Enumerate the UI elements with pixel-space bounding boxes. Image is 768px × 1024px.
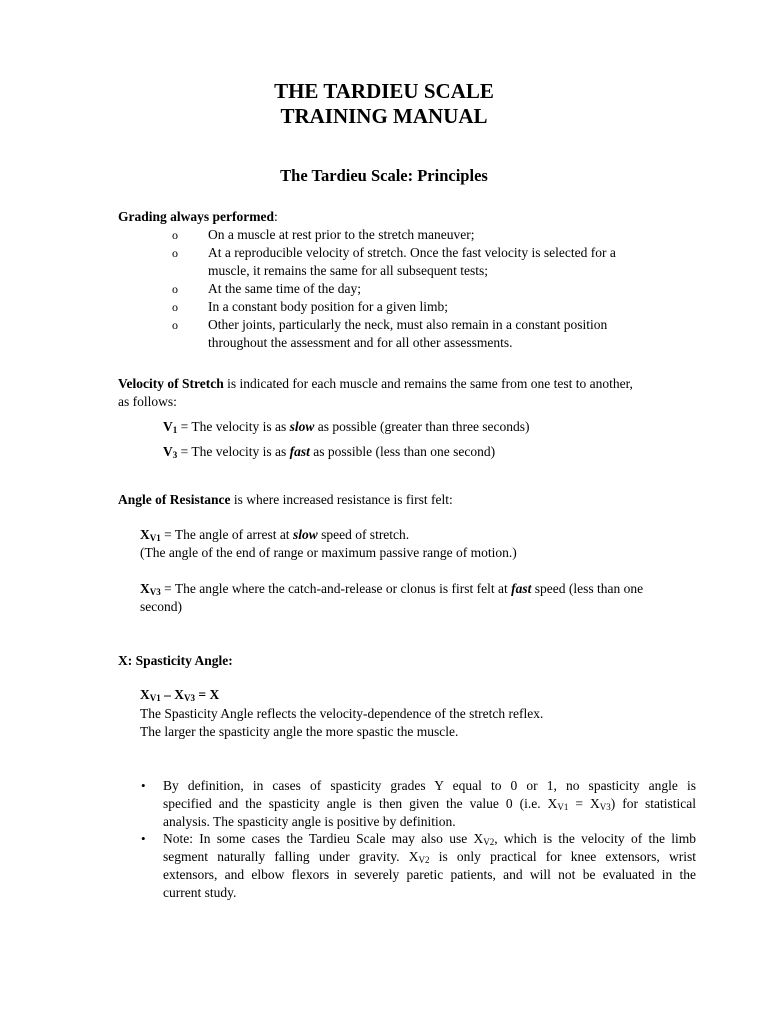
grading-item-2-line-2: muscle, it remains the same for all subsequent tests;	[208, 263, 489, 278]
angle-xv1-note: (The angle of the end of range or maximum passive range of motion.)	[140, 545, 517, 560]
note-1-bullet: •	[141, 778, 146, 793]
angle-intro-line	[118, 492, 453, 508]
angle-xv3-line-1	[140, 581, 643, 597]
note-2-line-1: Note: In some cases the Tardieu Scale may also use $X_{V2}$, which is the velocity of the limb	[163, 831, 696, 847]
grading-item-3: At the same time of the day;	[208, 281, 361, 296]
note-1-line-2: specified and the spasticity angle is then given the value 0 (i.e. $X_{V1} = X_{V3}$) for statistical	[163, 796, 696, 812]
grading-item-5-line-1: Other joints, particularly the neck, must also remain in a constant position	[208, 317, 608, 332]
spasticity-heading: X: Spasticity Angle:	[118, 653, 233, 668]
grading-colon: :	[274, 209, 278, 224]
velocity-intro-line-2: as follows:	[118, 394, 177, 409]
v3-label: $V_3$	[163, 444, 178, 460]
xv1-text-post: speed of stretch.	[317, 527, 410, 542]
grading-item-5-line-2: throughout the assessment and for all other assessments.	[208, 335, 513, 350]
grading-marker-2: o	[172, 246, 178, 260]
velocity-heading: Velocity of Stretch	[118, 376, 224, 391]
spasticity-formula: $X_{V1} - X_{V3} = X$	[140, 687, 220, 703]
spasticity-line-1: The Spasticity Angle reflects the velocity-dependence of the stretch reflex.	[140, 706, 544, 721]
xv1-emphasis: slow	[292, 527, 318, 542]
xv3-text-pre: = The angle where the catch-and-release or clonus is first felt at	[160, 581, 512, 596]
grading-item-2-line-1: At a reproducible velocity of stretch. Once the fast velocity is selected for a	[208, 245, 616, 260]
note-2-line-2: segment naturally falling under gravity. $X_{V2}$ is only practical for knee extensors, wrist	[163, 849, 697, 865]
xv3-label: $X_{V3}$	[140, 581, 161, 597]
grading-marker-5: o	[172, 318, 178, 332]
grading-item-4: In a constant body position for a given limb;	[208, 299, 448, 314]
grading-item-1: On a muscle at rest prior to the stretch maneuver;	[208, 227, 475, 242]
v1-text-pre: = The velocity is as	[177, 419, 290, 434]
xv1-label: $X_{V1}$	[140, 527, 161, 543]
grading-marker-4: o	[172, 300, 178, 314]
grading-marker-3: o	[172, 282, 178, 296]
v3-emphasis: fast	[289, 444, 310, 459]
velocity-intro-line-1	[118, 376, 633, 392]
xv3-emphasis: fast	[511, 581, 532, 596]
velocity-v1-line	[163, 419, 530, 435]
grading-heading: Grading always performed	[118, 209, 274, 224]
note-2-line-4: current study.	[163, 885, 237, 900]
velocity-intro-text: is indicated for each muscle and remains the same from one test to another,	[223, 376, 633, 391]
note-1-line-1: By definition, in cases of spasticity grades Y equal to 0 or 1, no spasticity angle is	[163, 778, 696, 793]
angle-intro-text: is where increased resistance is first felt:	[230, 492, 453, 507]
title-line-2: TRAINING MANUAL	[280, 104, 488, 128]
v3-text-post: as possible (less than one second)	[309, 444, 496, 459]
angle-xv3-line-2: second)	[140, 599, 182, 614]
v1-label: $V_1$	[163, 419, 178, 435]
note-2-bullet: •	[141, 831, 146, 846]
grading-heading-line	[118, 209, 278, 225]
title-line-1: THE TARDIEU SCALE	[274, 79, 494, 103]
v1-text-post: as possible (greater than three seconds)	[314, 419, 530, 434]
v3-text-pre: = The velocity is as	[177, 444, 290, 459]
xv3-text-post: speed (less than one	[531, 581, 644, 596]
v1-emphasis: slow	[289, 419, 315, 434]
spasticity-line-2: The larger the spasticity angle the more spastic the muscle.	[140, 724, 459, 739]
grading-marker-1: o	[172, 228, 178, 242]
section-title: The Tardieu Scale: Principles	[280, 166, 488, 185]
velocity-v3-line	[163, 444, 495, 460]
angle-xv1-line	[140, 527, 409, 543]
note-1-line-3: analysis. The spasticity angle is positive by definition.	[163, 814, 456, 829]
note-2-line-3: extensors, and elbow flexors in severely paretic patients, and will not be evaluated in the	[163, 867, 696, 882]
angle-heading: Angle of Resistance	[118, 492, 231, 507]
xv1-text-pre: = The angle of arrest at	[160, 527, 293, 542]
